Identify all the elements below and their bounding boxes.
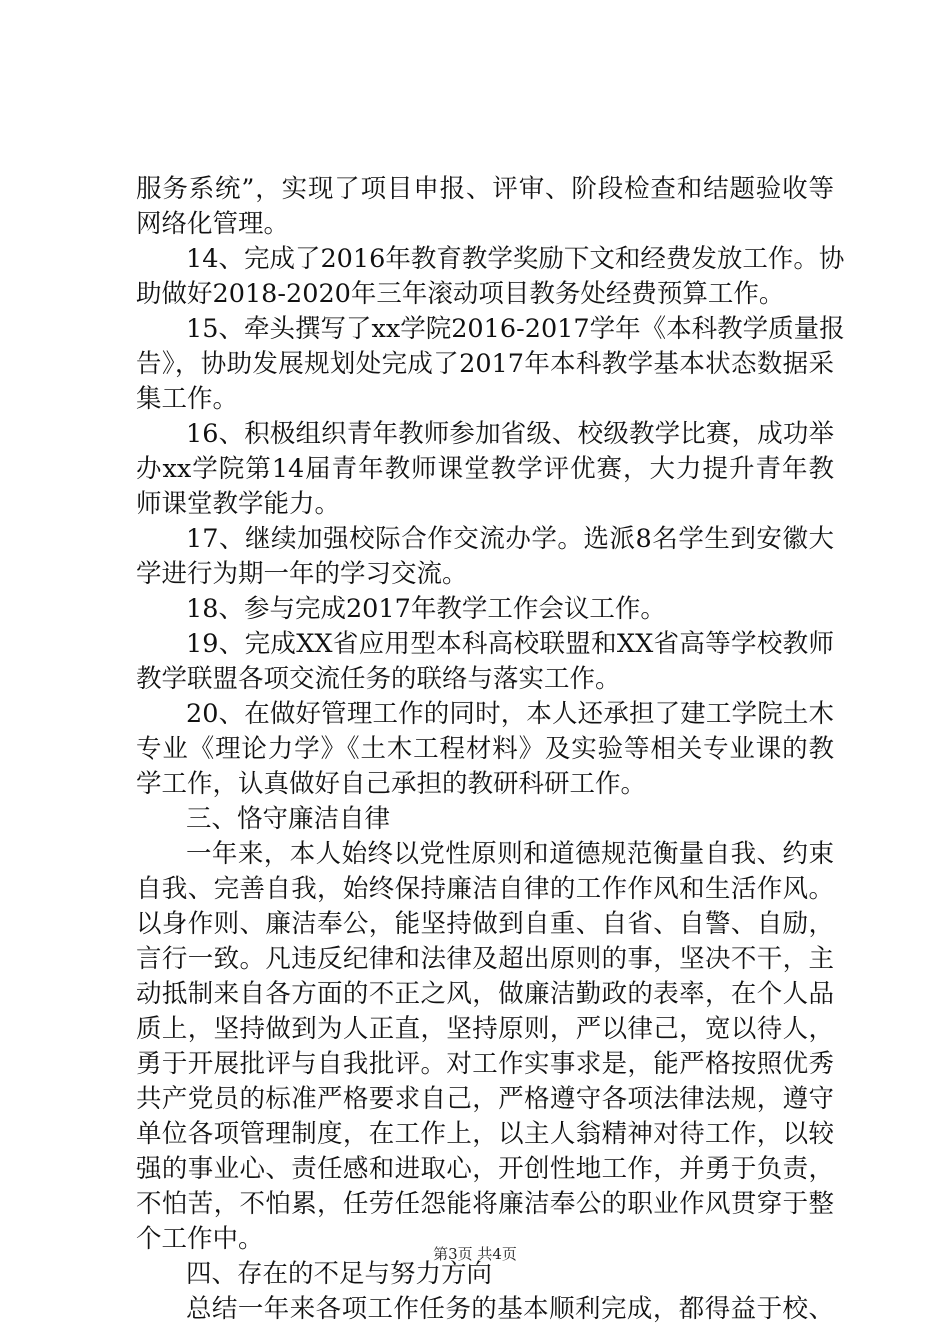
text-line: 20、在做好管理工作的同时，本人还承担了建工学院土木 — [186, 699, 834, 729]
text-line: 服务系统”，实现了项目申报、评审、阶段检查和结题验收等 — [136, 174, 834, 204]
text-line: 15、牵头撰写了xx学院2016-2017学年《本科教学质量报 — [186, 314, 845, 344]
text-line: 勇于开展批评与自我批评。对工作实事求是，能严格按照优秀 — [136, 1049, 834, 1079]
text-line: 师课堂教学能力。 — [136, 489, 341, 519]
text-line: 19、完成XX省应用型本科高校联盟和XX省高等学校教师 — [186, 629, 834, 659]
text-line: 一年来，本人始终以党性原则和道德规范衡量自我、约束 — [186, 839, 834, 869]
text-line: 三、恪守廉洁自律 — [186, 804, 391, 834]
text-line: 强的事业心、责任感和进取心，开创性地工作，并勇于负责， — [136, 1154, 834, 1184]
text-line: 助做好2018-2020年三年滚动项目教务处经费预算工作。 — [136, 279, 785, 309]
text-line: 16、积极组织青年教师参加省级、校级教学比赛，成功举 — [186, 419, 834, 449]
text-line: 网络化管理。 — [136, 209, 290, 239]
text-line: 言行一致。凡违反纪律和法律及超出原则的事，坚决不干，主 — [136, 944, 834, 974]
text-line: 17、继续加强校际合作交流办学。选派8名学生到安徽大 — [186, 524, 834, 554]
text-line: 告》，协助发展规划处完成了2017年本科教学基本状态数据采 — [136, 349, 834, 379]
text-line: 单位各项管理制度，在工作上，以主人翁精神对待工作，以较 — [136, 1119, 834, 1149]
page-footer: 第3页 共4页 — [433, 1245, 517, 1263]
text-line: 不怕苦，不怕累，任劳任怨能将廉洁奉公的职业作风贯穿于整 — [136, 1189, 834, 1219]
text-line: 自我、完善自我，始终保持廉洁自律的工作作风和生活作风。 — [136, 874, 834, 904]
text-line: 集工作。 — [136, 384, 239, 414]
text-line: 总结一年来各项工作任务的基本顺利完成，都得益于校、 — [186, 1294, 834, 1324]
text-line: 学工作，认真做好自己承担的教研科研工作。 — [136, 769, 647, 799]
text-line: 以身作则、廉洁奉公，能坚持做到自重、自省、自警、自励， — [136, 909, 834, 939]
text-line: 教学联盟各项交流任务的联络与落实工作。 — [136, 664, 621, 694]
document-body — [136, 172, 845, 1327]
text-line: 18、参与完成2017年教学工作会议工作。 — [186, 594, 666, 624]
text-line: 质上，坚持做到为人正直，坚持原则，严以律己，宽以待人， — [136, 1014, 834, 1044]
text-line: 共产党员的标准严格要求自己，严格遵守各项法律法规，遵守 — [136, 1084, 834, 1114]
text-line: 学进行为期一年的学习交流。 — [136, 559, 468, 589]
text-line: 14、完成了2016年教育教学奖励下文和经费发放工作。协 — [186, 244, 845, 274]
text-line: 办xx学院第14届青年教师课堂教学评优赛，大力提升青年教 — [136, 454, 834, 484]
text-line: 动抵制来自各方面的不正之风，做廉洁勤政的表率，在个人品 — [136, 979, 834, 1009]
text-line: 个工作中。 — [136, 1224, 264, 1254]
text-line: 专业《理论力学》《土木工程材料》及实验等相关专业课的教 — [136, 734, 834, 764]
text-line: 四、存在的不足与努力方向 — [186, 1259, 493, 1289]
